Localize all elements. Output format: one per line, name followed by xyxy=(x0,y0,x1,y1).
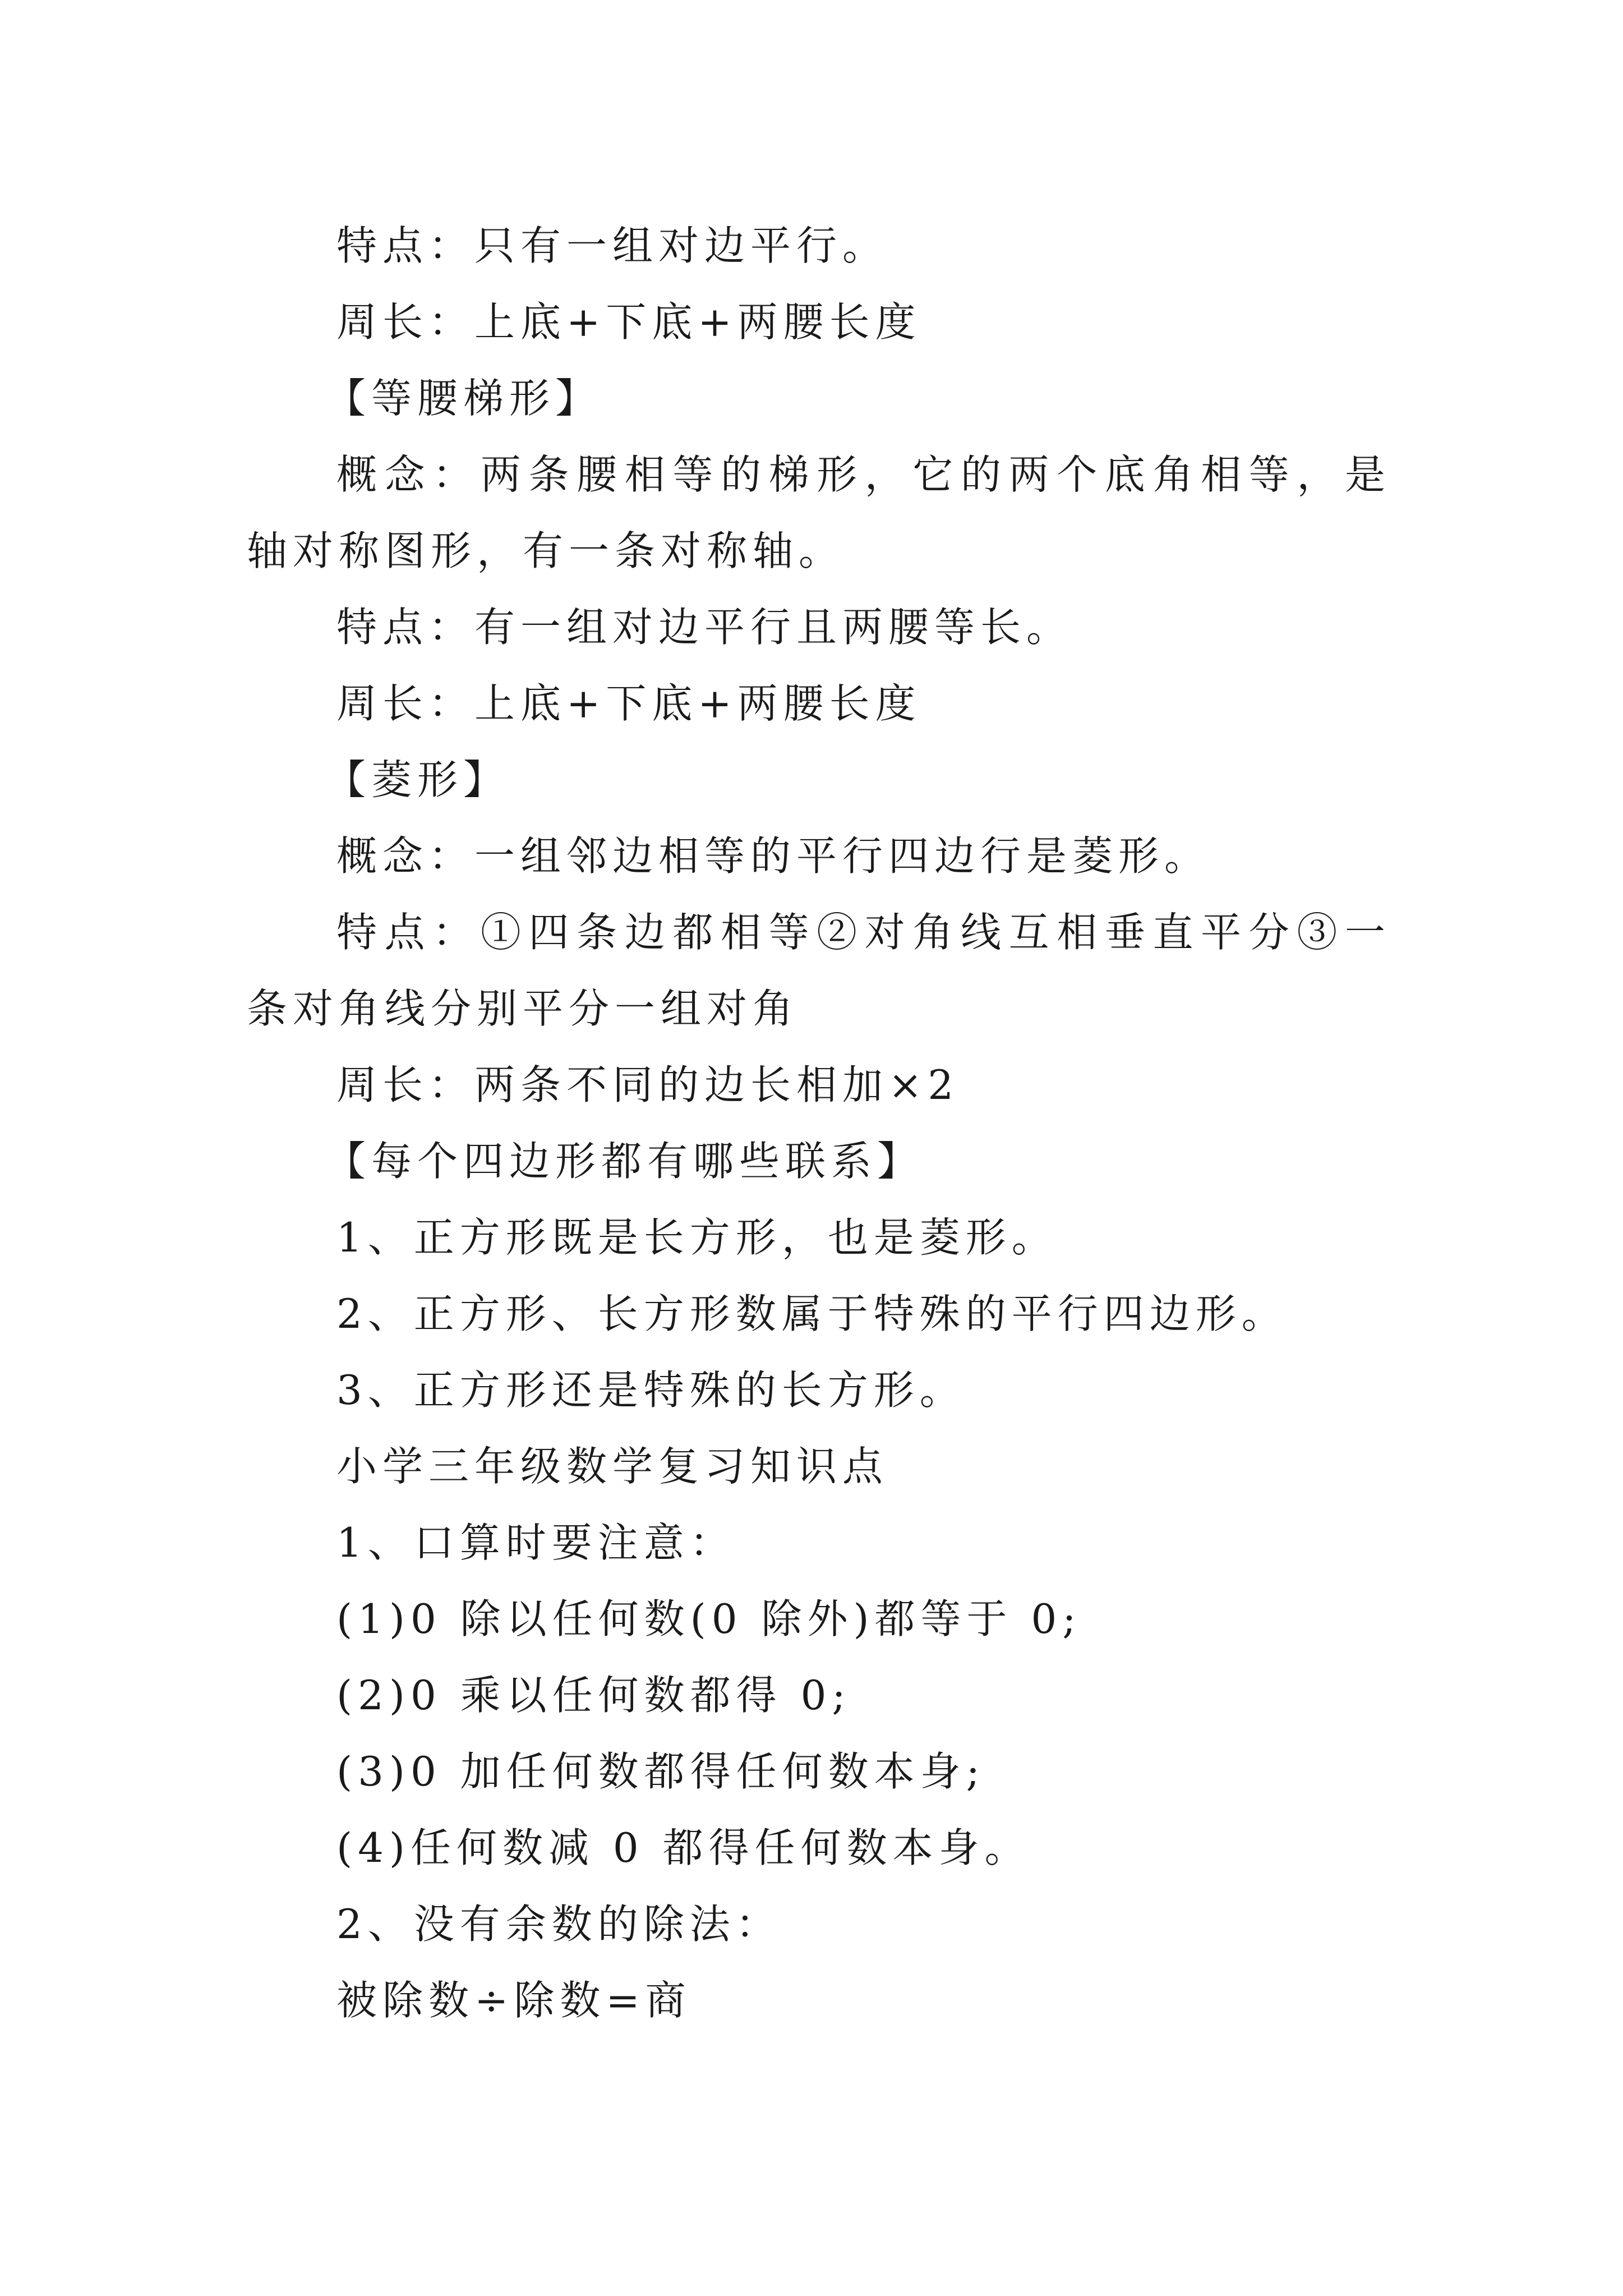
text-line: 特点：只有一组对边平行。 xyxy=(336,222,889,269)
text-line: 周长：上底+下底+两腰长度 xyxy=(336,680,921,727)
section-heading: 【每个四边形都有哪些联系】 xyxy=(325,1138,924,1185)
list-item: 2、没有余数的除法： xyxy=(336,1901,782,1948)
list-item: 1、正方形既是长方形，也是菱形。 xyxy=(336,1214,1058,1261)
text-line: 周长：两条不同的边长相加×2 xyxy=(336,1061,960,1108)
paragraph: 概念：两条腰相等的梯形，它的两个底角相等，是轴对称图形，有一条对称轴。 xyxy=(247,451,1391,574)
list-item: 3、正方形还是特殊的长方形。 xyxy=(336,1366,966,1414)
text-line: 概念：一组邻边相等的平行四边行是菱形。 xyxy=(336,832,1211,880)
list-item: 2、正方形、长方形数属于特殊的平行四边形。 xyxy=(336,1290,1288,1337)
formula-line: 被除数÷除数=商 xyxy=(336,1977,691,2024)
list-item: (2)0 乘以任何数都得 0; xyxy=(336,1672,851,1719)
list-item: 1、口算时要注意： xyxy=(336,1519,736,1566)
text-line: 周长：上底+下底+两腰长度 xyxy=(336,298,921,346)
list-item: (4)任何数减 0 都得任何数本身。 xyxy=(336,1824,1031,1871)
section-heading: 【等腰梯形】 xyxy=(325,375,602,422)
paragraph: 特点：①四条边都相等②对角线互相垂直平分③一条对角线分别平分一组对角 xyxy=(247,909,1391,1032)
text-line: 特点：有一组对边平行且两腰等长。 xyxy=(336,604,1073,651)
section-title: 小学三年级数学复习知识点 xyxy=(336,1443,889,1490)
list-item: (3)0 加任何数都得任何数本身; xyxy=(336,1748,985,1795)
section-heading: 【菱形】 xyxy=(325,756,510,803)
document-body xyxy=(247,208,1391,2039)
list-item: (1)0 除以任何数(0 除外)都等于 0; xyxy=(336,1595,1082,1642)
